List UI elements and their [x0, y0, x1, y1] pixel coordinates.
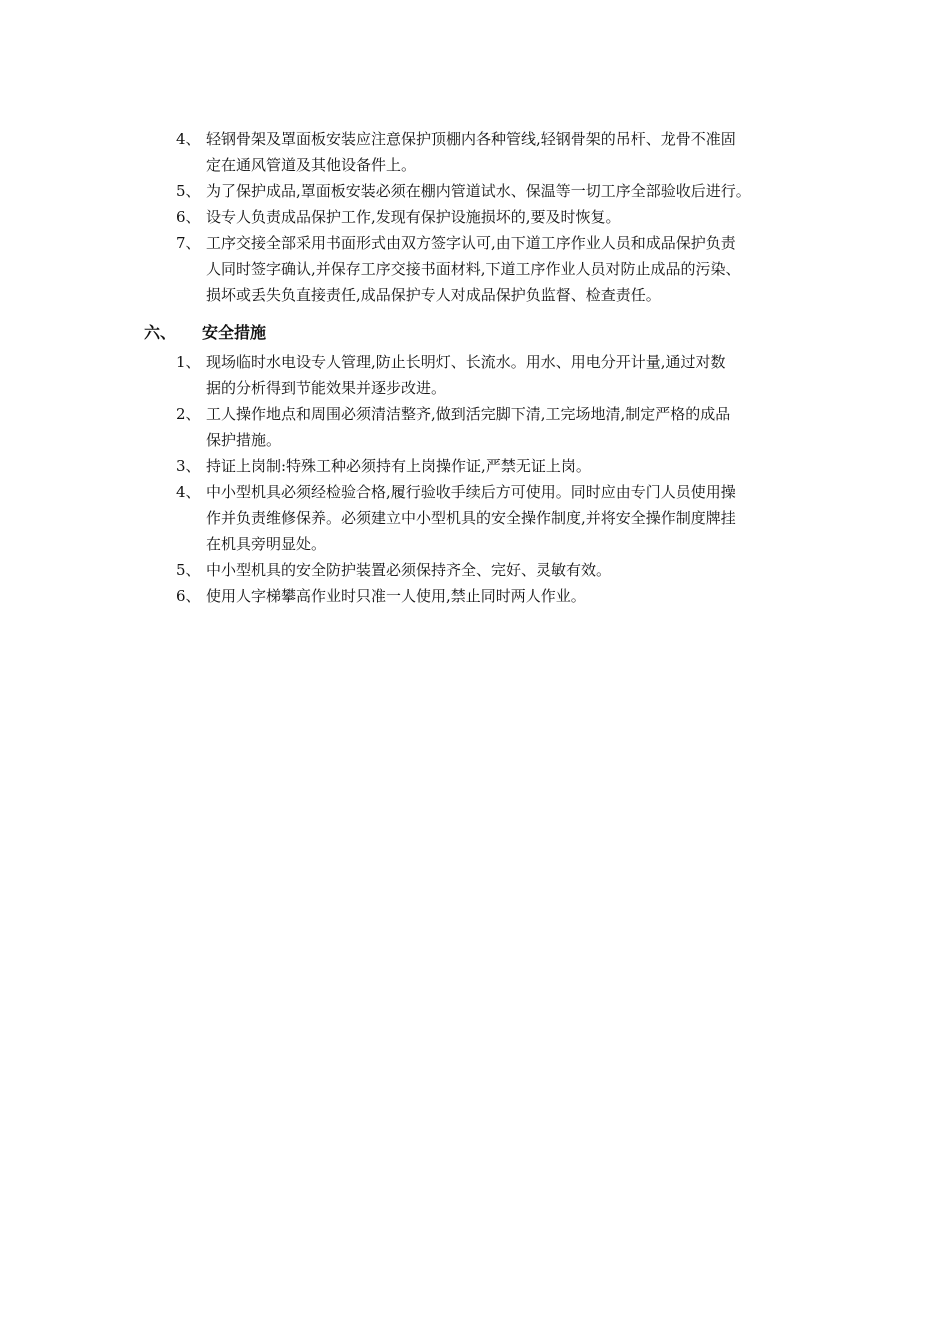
list-item-line: 工人操作地点和周围必须清洁整齐,做到活完脚下清,工完场地清,制定严格的成品 [206, 405, 731, 423]
list-item-line: 中小型机具必须经检验合格,履行验收手续后方可使用。同时应由专门人员使用操 [206, 483, 736, 501]
list-item-line: 工序交接全部采用书面形式由双方签字认可,由下道工序作业人员和成品保护负责 [206, 234, 736, 252]
safety-list [176, 349, 826, 609]
list-item-line: 据的分析得到节能效果并逐步改进。 [206, 379, 447, 397]
list-item [176, 453, 826, 479]
list-item-line: 作并负责维修保养。必须建立中小型机具的安全操作制度,并将安全操作制度牌挂 [206, 509, 736, 527]
list-item-text [206, 204, 826, 230]
list-item-number: 5、 [176, 561, 201, 579]
list-item-number: 7、 [176, 234, 201, 252]
list-item-text [206, 453, 826, 479]
section-number: 六、 [144, 323, 177, 342]
list-item [176, 583, 826, 609]
list-item-line: 保护措施。 [206, 431, 282, 449]
list-item-line: 轻钢骨架及罩面板安装应注意保护顶棚内各种管线,轻钢骨架的吊杆、龙骨不准固 [206, 130, 736, 148]
list-item-line: 为了保护成品,罩面板安装必须在棚内管道试水、保温等一切工序全部验收后进行。 [206, 182, 751, 200]
list-item-line: 定在通风管道及其他设备件上。 [206, 156, 417, 174]
list-item-text [206, 557, 826, 583]
list-item-number: 5、 [176, 182, 201, 200]
list-item-text [206, 230, 826, 308]
list-item-number: 6、 [176, 587, 201, 605]
list-item-number: 4、 [176, 483, 201, 501]
list-item-line: 使用人字梯攀高作业时只准一人使用,禁止同时两人作业。 [206, 587, 586, 605]
list-item [176, 401, 826, 453]
protection-list [176, 126, 826, 308]
list-item-line: 持证上岗制:特殊工种必须持有上岗操作证,严禁无证上岗。 [206, 457, 591, 475]
list-item [176, 178, 826, 204]
list-item [176, 230, 826, 308]
list-item-text [206, 583, 826, 609]
list-item-number: 2、 [176, 405, 201, 423]
list-item-text [206, 126, 826, 178]
list-item-number: 3、 [176, 457, 201, 475]
list-item-line: 现场临时水电设专人管理,防止长明灯、长流水。用水、用电分开计量,通过对数 [206, 353, 726, 371]
list-item-number: 6、 [176, 208, 201, 226]
section-heading [144, 320, 266, 346]
list-item-text [206, 479, 826, 557]
list-item-number: 4、 [176, 130, 201, 148]
list-item-text [206, 401, 826, 453]
list-item [176, 349, 826, 401]
list-item-line: 设专人负责成品保护工作,发现有保护设施损坏的,要及时恢复。 [206, 208, 621, 226]
list-item-text [206, 349, 826, 401]
list-item [176, 479, 826, 557]
list-item-line: 中小型机具的安全防护装置必须保持齐全、完好、灵敏有效。 [206, 561, 612, 579]
list-item-line: 人同时签字确认,并保存工序交接书面材料,下道工序作业人员对防止成品的污染、 [206, 260, 741, 278]
list-item [176, 204, 826, 230]
list-item-line: 损坏或丢失负直接责任,成品保护专人对成品保护负监督、检查责任。 [206, 286, 661, 304]
section-title: 安全措施 [202, 323, 267, 342]
list-item [176, 126, 826, 178]
list-item [176, 557, 826, 583]
list-item-number: 1、 [176, 353, 201, 371]
list-item-text [206, 178, 826, 204]
list-item-line: 在机具旁明显处。 [206, 535, 327, 553]
